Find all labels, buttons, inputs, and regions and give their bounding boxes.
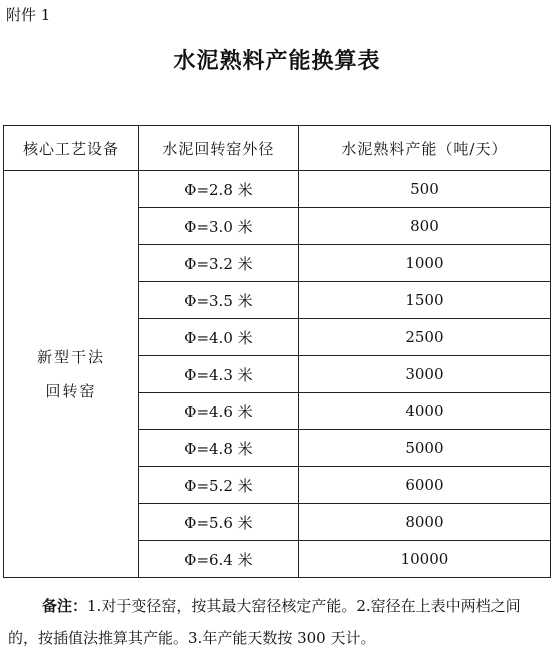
diameter-cell: Φ=4.6 米 xyxy=(138,393,298,430)
table-header-row xyxy=(4,126,551,171)
footnote xyxy=(8,590,548,654)
column-header-diameter: 水泥回转窑外径 xyxy=(138,126,298,171)
diameter-cell: Φ=4.8 米 xyxy=(138,430,298,467)
capacity-cell: 10000 xyxy=(298,541,550,578)
capacity-cell: 3000 xyxy=(298,356,550,393)
footnote-text: 1.对于变径窑，按其最大窑径核定产能。2.窑径在上表中两档之间的，按插值法推算其产能。3.年产能天数按 300 天计。 xyxy=(8,597,521,647)
table-body xyxy=(4,171,551,578)
capacity-cell: 4000 xyxy=(298,393,550,430)
table-row xyxy=(4,171,551,208)
column-header-capacity: 水泥熟料产能（吨/天） xyxy=(298,126,550,171)
diameter-cell: Φ=5.2 米 xyxy=(138,467,298,504)
capacity-cell: 6000 xyxy=(298,467,550,504)
page-title: 水泥熟料产能换算表 xyxy=(173,48,381,74)
diameter-cell: Φ=3.2 米 xyxy=(138,245,298,282)
capacity-cell: 1000 xyxy=(298,245,550,282)
equipment-name-line1: 新型干法 xyxy=(36,348,105,366)
capacity-cell: 1500 xyxy=(298,282,550,319)
capacity-cell: 800 xyxy=(298,208,550,245)
diameter-cell: Φ=2.8 米 xyxy=(138,171,298,208)
footnote-label: 备注： xyxy=(42,597,88,615)
capacity-cell: 5000 xyxy=(298,430,550,467)
capacity-cell: 2500 xyxy=(298,319,550,356)
column-header-equipment: 核心工艺设备 xyxy=(4,126,139,171)
diameter-cell: Φ=4.0 米 xyxy=(138,319,298,356)
diameter-cell: Φ=3.5 米 xyxy=(138,282,298,319)
diameter-cell: Φ=5.6 米 xyxy=(138,504,298,541)
diameter-cell: Φ=6.4 米 xyxy=(138,541,298,578)
capacity-cell: 8000 xyxy=(298,504,550,541)
attachment-label: 附件 1 xyxy=(6,6,51,24)
equipment-cell xyxy=(4,171,139,578)
diameter-cell: Φ=4.3 米 xyxy=(138,356,298,393)
capacity-table xyxy=(3,125,551,578)
equipment-name-line2: 回转窑 xyxy=(45,382,97,400)
diameter-cell: Φ=3.0 米 xyxy=(138,208,298,245)
capacity-cell: 500 xyxy=(298,171,550,208)
